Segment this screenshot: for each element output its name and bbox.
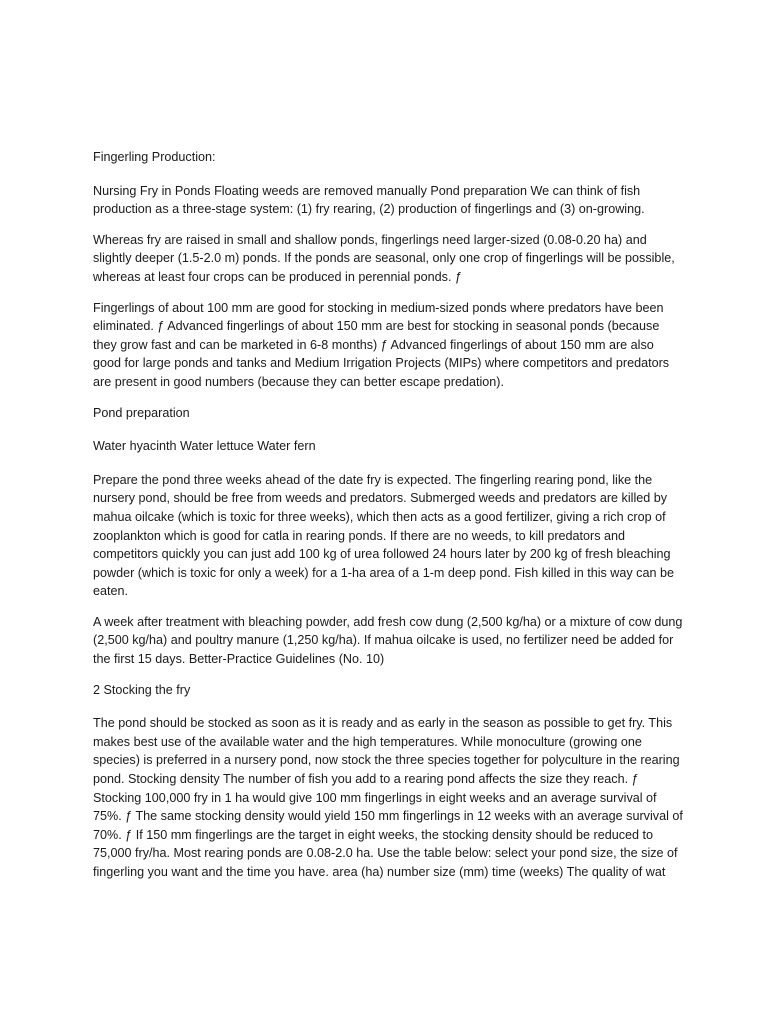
paragraph-weed-types: Water hyacinth Water lettuce Water fern [93,439,316,454]
paragraph-pond-preparation: Prepare the pond three weeks ahead of the date fry is expected. The fingerling rearing pond, like the nursery pond, should be free from weeds and predators. Submerged weeds and predators are killed by mahua oilcake (which is toxic for three weeks), which then acts as a good fertilizer, giving a rich crop of zooplankton which is good for catla in rearing ponds. If there are no weeds, to kill predators and competitors quickly you can just add 100 kg of urea followed 24 hours later by 200 kg of fresh bleaching powder (which is toxic for only a week) for a 1-ha area of a 1-m deep pond. Fish killed in this way can be eaten. [93,472,674,599]
section-heading-stocking: 2 Stocking the fry [93,682,191,697]
paragraph-fingerling-sizes: Fingerlings of about 100 mm are good for stocking in medium-sized ponds where predators have been eliminated. ƒ Advanced fingerlings of about 150 mm are best for stocking in seasonal ponds (because they grow fast and can be marketed in 6-8 months) ƒ Advanced fingerlings of about 150 mm are also good for large ponds and tanks and Medium Irrigation Projects (MIPs) where competitors and predators are present in good numbers (because they can better escape predation). [93,300,670,389]
paragraph-intro: Nursing Fry in Ponds Floating weeds are removed manually Pond preparation We can think of fish production as a three-stage system: (1) fry rearing, (2) production of fingerlings and (3) on-growing. [93,183,645,217]
paragraph-stocking: The pond should be stocked as soon as it is ready and as early in the season as possible to get fry. This makes best use of the available water and the high temperatures. While monoculture (growing one species) is preferred in a nursery pond, now stock the three species together for polyculture in the rearing pond. Stocking density The number of fish you add to a rearing pond affects the size they reach. ƒ Stocking 100,000 fry in 1 ha would give 100 mm fingerlings in eight weeks and an average survival of 75%. ƒ The same stocking density would yield 150 mm fingerlings in 12 weeks with an average survival of 70%. ƒ If 150 mm fingerlings are the target in eight weeks, the stocking density should be reduced to 75,000 fry/ha. Most rearing ponds are 0.08-2.0 ha. Use the table below: select your pond size, the size of fingerling you want and the time you have. area (ha) number size (mm) time (weeks) The quality of wat [93,716,683,879]
document-body [93,148,683,894]
paragraph-fertilizer: A week after treatment with bleaching powder, add fresh cow dung (2,500 kg/ha) or a mixture of cow dung (2,500 kg/ha) and poultry manure (1,250 kg/ha). If mahua oilcake is used, no fertilizer need be added for the first 15 days. Better-Practice Guidelines (No. 10) [93,614,683,667]
document-title: Fingerling Production: [93,150,216,164]
section-heading-pond-preparation: Pond preparation [93,405,190,420]
paragraph-pond-sizes: Whereas fry are raised in small and shallow ponds, fingerlings need larger-sized (0.08-0.20 ha) and slightly deeper (1.5-2.0 m) ponds. If the ponds are seasonal, only one crop of fingerlings will be possible, whereas at least four crops can be produced in perennial ponds. ƒ [93,232,675,284]
